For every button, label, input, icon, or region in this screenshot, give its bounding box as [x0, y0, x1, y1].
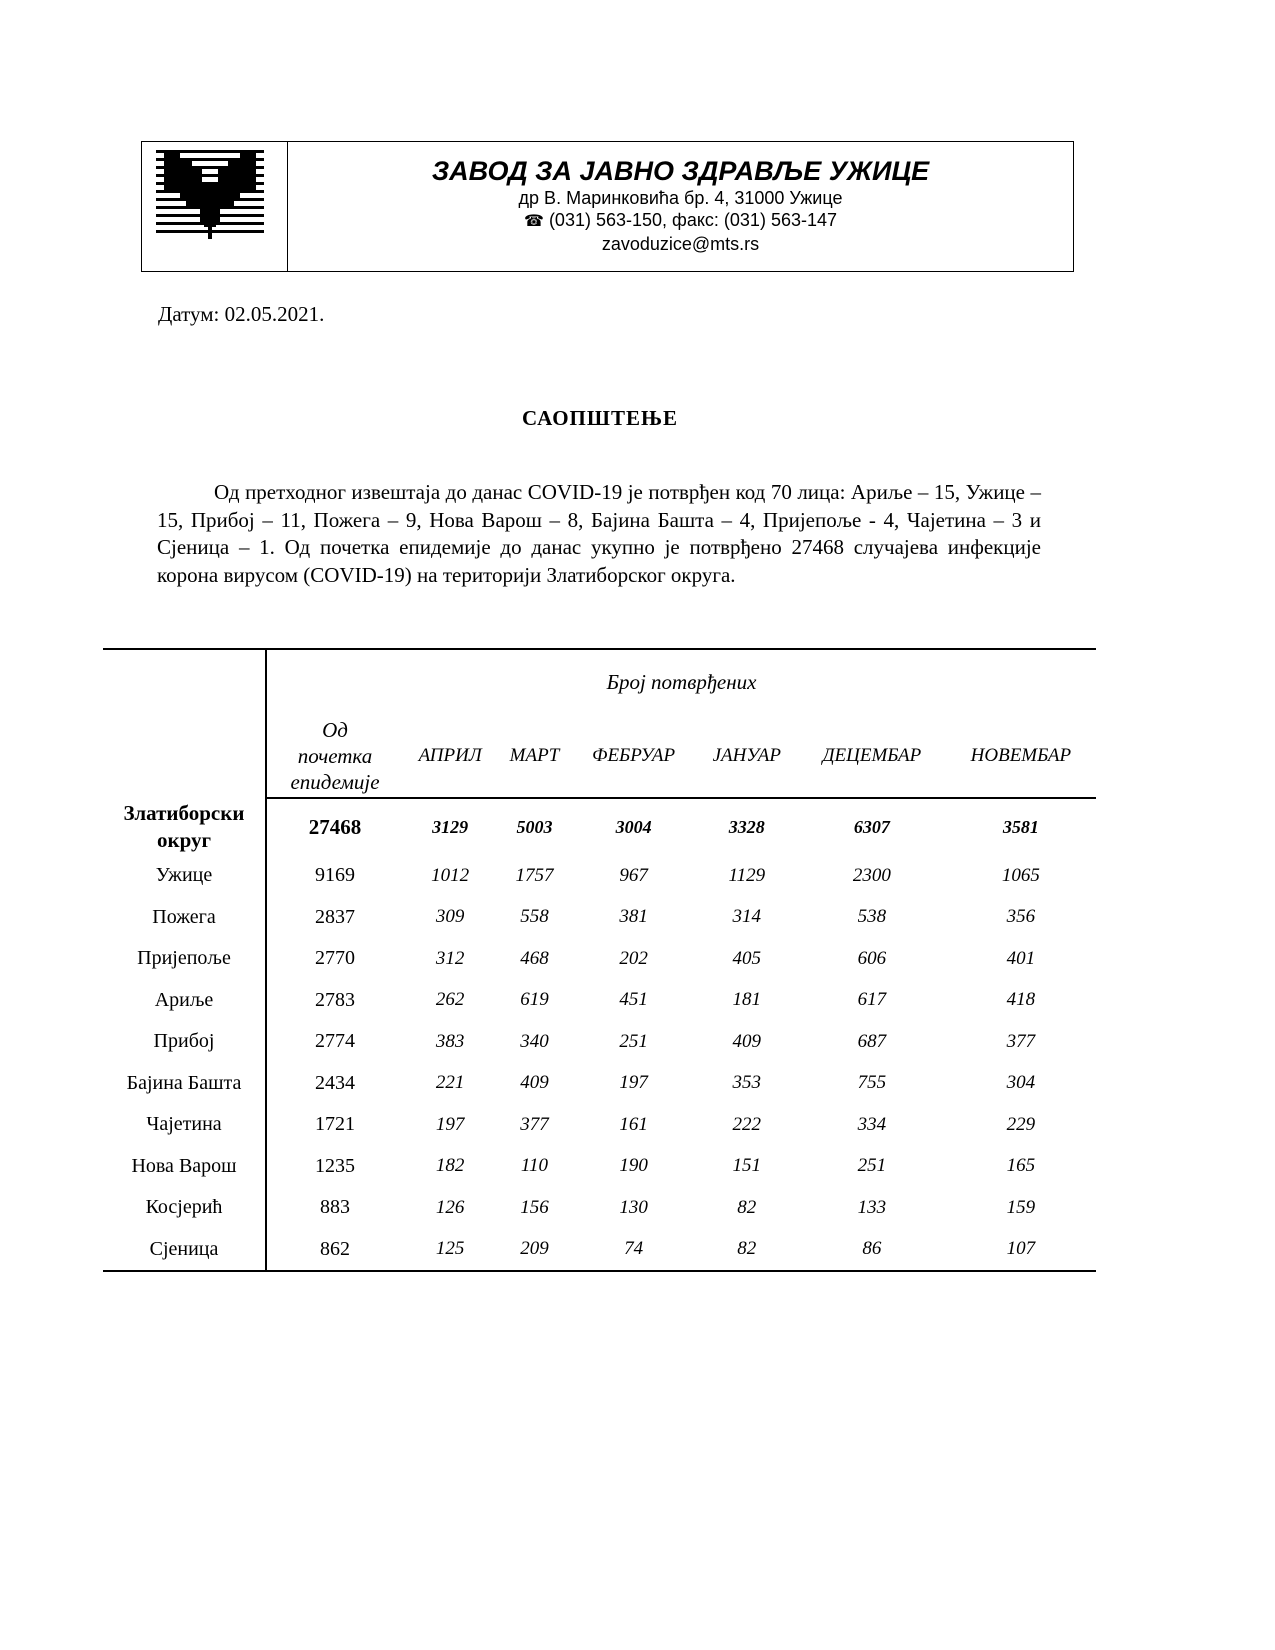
month-cell: 130 [619, 1196, 648, 1218]
month-cell: 159 [1006, 1196, 1036, 1218]
month-header: МАРТ [497, 714, 571, 798]
month-cell: 107 [1006, 1238, 1036, 1260]
month-cell: 251 [857, 1155, 887, 1177]
phone-numbers: (031) 563-150, факс: (031) 563-147 [548, 210, 837, 230]
region-month-cell: 3004 [615, 816, 652, 837]
month-cell: 356 [1006, 906, 1036, 928]
month-cell: 86 [862, 1238, 882, 1260]
month-cell: 209 [520, 1238, 549, 1260]
month-cell: 229 [1006, 1113, 1036, 1135]
month-cell: 82 [737, 1238, 757, 1260]
letterhead [141, 141, 1074, 272]
month-cell: 126 [435, 1196, 465, 1218]
month-cell: 251 [619, 1030, 648, 1052]
total-cell: 883 [320, 1196, 350, 1219]
table-row [103, 1104, 1096, 1146]
organization-name: ЗАВОД ЗА ЈАВНО ЗДРАВЉЕ УЖИЦЕ [431, 156, 930, 186]
month-cell: 401 [1006, 947, 1036, 969]
month-header: НОВЕМБАР [946, 714, 1096, 798]
total-cell: 2774 [315, 1030, 355, 1053]
logo-cell [142, 142, 288, 271]
table-row [103, 1021, 1096, 1063]
covid-cases-table [103, 648, 1096, 1272]
region-month-cell: 5003 [516, 816, 553, 837]
month-cell: 197 [435, 1113, 465, 1135]
month-cell: 409 [520, 1072, 549, 1094]
month-cell: 309 [435, 906, 465, 928]
month-cell: 133 [857, 1196, 887, 1218]
announcement-text: Од претходног извештаја до данас COVID-19 је потврђен код 70 лица: Ариље – 15, Ужице – 15, Прибој – 11, Пожега – 9, Нова Варош – 8, Бајина Башта – 4, Пријепоље - 4, Чајетина – 3 и Сјеница – 1. Од почетка епидемије до данас укупно је потврђено 27468 случајева инфекције корона вирусом (COVID-19) на територији Златиборског округа. [157, 480, 1041, 587]
month-cell: 1757 [515, 864, 554, 886]
month-cell: 617 [857, 989, 887, 1011]
table-row [103, 938, 1096, 980]
telephone-icon: ☎ [523, 213, 544, 230]
municipality-name: Бајина Башта [103, 1063, 266, 1105]
total-cell: 2837 [315, 905, 355, 928]
month-cell: 377 [1006, 1030, 1036, 1052]
table-row [103, 1063, 1096, 1105]
region-month-cell: 3328 [728, 816, 765, 837]
month-cell: 409 [732, 1030, 762, 1052]
total-cell: 1235 [315, 1154, 355, 1177]
region-month-cell: 3129 [432, 816, 469, 837]
month-cell: 190 [619, 1155, 648, 1177]
month-cell: 182 [435, 1155, 465, 1177]
month-cell: 377 [520, 1113, 549, 1135]
region-month-cell: 6307 [853, 816, 890, 837]
month-cell: 405 [732, 947, 762, 969]
municipality-name: Пожега [103, 897, 266, 939]
month-header: ДЕЦЕМБАР [798, 714, 946, 798]
total-cell: 9169 [315, 864, 355, 887]
month-cell: 687 [857, 1030, 887, 1052]
phone-line [288, 209, 1073, 233]
municipality-name: Прибој [103, 1021, 266, 1063]
total-cell: 2783 [315, 988, 355, 1011]
table-row [103, 980, 1096, 1022]
month-cell: 197 [619, 1072, 648, 1094]
letterhead-info [288, 142, 1073, 271]
month-cell: 1129 [728, 864, 766, 886]
month-cell: 304 [1006, 1072, 1036, 1094]
municipality-name: Косјерић [103, 1187, 266, 1229]
address: др В. Маринковића бр. 4, 31000 Ужице [518, 188, 843, 208]
month-cell: 619 [520, 989, 549, 1011]
month-cell: 606 [857, 947, 887, 969]
month-cell: 151 [732, 1155, 762, 1177]
table-row [103, 855, 1096, 897]
month-cell: 538 [857, 906, 887, 928]
table-row [103, 1146, 1096, 1188]
corner-cell [103, 649, 266, 798]
month-cell: 161 [619, 1113, 648, 1135]
municipality-name: Нова Варош [103, 1146, 266, 1188]
region-total-cell: 27468 [308, 814, 362, 839]
month-cell: 181 [732, 989, 762, 1011]
institute-logo-icon [156, 148, 268, 240]
month-cell: 1012 [431, 864, 470, 886]
region-total-row [103, 798, 1096, 855]
month-cell: 967 [619, 864, 648, 886]
table-body [103, 798, 1096, 1271]
municipality-name: Сјеница [103, 1229, 266, 1272]
month-cell: 383 [435, 1030, 465, 1052]
document-date: Датум: 02.05.2021. [158, 302, 325, 326]
month-cell: 314 [732, 906, 762, 928]
region-name-line: округ [156, 827, 212, 852]
month-header: ЈАНУАР [696, 714, 798, 798]
region-name [103, 798, 266, 855]
month-cell: 82 [737, 1196, 757, 1218]
table-row [103, 897, 1096, 939]
municipality-name: Ариље [103, 980, 266, 1022]
document-title: САОПШТЕЊЕ [521, 406, 679, 430]
month-cell: 74 [624, 1238, 644, 1260]
month-cell: 353 [732, 1072, 762, 1094]
table-row [103, 1229, 1096, 1272]
total-cell: 1721 [315, 1113, 355, 1136]
total-cell: 862 [320, 1237, 350, 1260]
month-cell: 156 [520, 1196, 549, 1218]
month-cell: 558 [520, 906, 549, 928]
month-cell: 312 [435, 947, 465, 969]
month-cell: 202 [619, 947, 648, 969]
group-header-row [103, 649, 1096, 714]
municipality-name: Пријепоље [103, 938, 266, 980]
total-cell: 2770 [315, 947, 355, 970]
month-cell: 125 [435, 1238, 465, 1260]
region-month-cell: 3581 [1002, 816, 1039, 837]
total-header-line: почетка [297, 743, 373, 768]
month-cell: 451 [619, 989, 648, 1011]
table-row [103, 1187, 1096, 1229]
month-cell: 2300 [852, 864, 891, 886]
month-cell: 418 [1006, 989, 1036, 1011]
month-header: АПРИЛ [403, 714, 497, 798]
total-header [266, 714, 403, 798]
month-cell: 222 [732, 1113, 762, 1135]
month-cell: 262 [435, 989, 465, 1011]
month-cell: 468 [520, 947, 549, 969]
month-header: ФЕБРУАР [572, 714, 696, 798]
month-cell: 1065 [1001, 864, 1040, 886]
month-cell: 334 [857, 1113, 887, 1135]
group-header: Број потврђених [606, 669, 757, 694]
month-cell: 381 [619, 906, 648, 928]
month-cell: 165 [1006, 1155, 1036, 1177]
month-cell: 221 [435, 1072, 465, 1094]
month-cell: 755 [857, 1072, 887, 1094]
total-header-line: Од [322, 717, 348, 742]
region-name-line: Златиборски [123, 800, 245, 825]
municipality-name: Чајетина [103, 1104, 266, 1146]
total-cell: 2434 [315, 1071, 355, 1094]
month-cell: 110 [520, 1155, 549, 1177]
email: zavoduzice@mts.rs [601, 234, 760, 254]
month-cell: 340 [520, 1030, 549, 1052]
municipality-name: Ужице [103, 855, 266, 897]
total-header-line: епидемије [290, 769, 380, 794]
